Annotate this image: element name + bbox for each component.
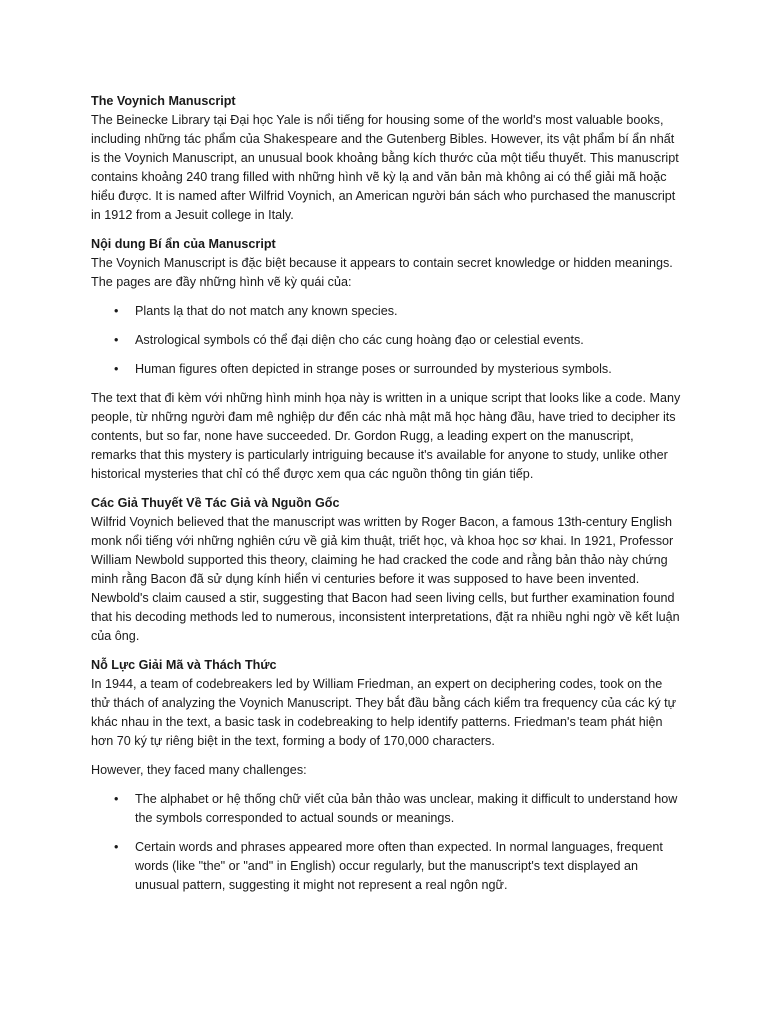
paragraph: The text that đi kèm với những hình minh họa này is written in a unique script that looks like a code. Many people, từ những người đam mê nghiệp dư đến các nhà mật mã học hàng đầu, have tried to decipher its contents, but so far, none have succeeded. Dr. Gordon Rugg, a leading expert on the manuscript, remarks that this mystery is particularly intriguing because it's available for anyone to study, unlike other historical mysteries that chỉ có thể được xem qua các nguồn thông tin gián tiếp. bbox=[91, 391, 681, 481]
bullet-icon: • bbox=[114, 840, 119, 854]
list-item bbox=[91, 331, 681, 350]
list-item bbox=[91, 790, 681, 828]
section-heading: The Voynich Manuscript bbox=[91, 94, 236, 108]
paragraph: However, they faced many challenges: bbox=[91, 763, 307, 777]
bullet-icon: • bbox=[114, 333, 119, 347]
bullet-icon: • bbox=[114, 304, 119, 318]
list-item-text: The alphabet or hệ thống chữ viết của bản thảo was unclear, making it difficult to understand how the symbols corresponded to actual sounds or meanings. bbox=[135, 792, 678, 825]
list-item-text: Plants lạ that do not match any known species. bbox=[135, 304, 398, 318]
document-page bbox=[91, 92, 681, 905]
list-item-text: Human figures often depicted in strange poses or surrounded by mysterious symbols. bbox=[135, 362, 612, 376]
list-item bbox=[91, 838, 681, 895]
paragraph: Wilfrid Voynich believed that the manuscript was written by Roger Bacon, a famous 13th-century English monk nổi tiếng với những nghiên cứu về giả kim thuật, triết học, và khoa học sơ khai. In 1921, Professor William Newbold supported this theory, claiming he had cracked the code and rằng bản thảo này chứng minh rằng Bacon đã sử dụng kính hiển vi centuries before it was supposed to have been invented. Newbold's claim caused a stir, suggesting that Bacon had seen living cells, but further examination found that his decoding methods led to numerous, inconsistent interpretations, đặt ra nhiều nghi ngờ về kết luận của ông. bbox=[91, 515, 680, 643]
bullet-list bbox=[91, 790, 681, 895]
list-item bbox=[91, 302, 681, 321]
section-heading: Nỗ Lực Giải Mã và Thách Thức bbox=[91, 658, 277, 672]
list-item-text: Astrological symbols có thể đại diện cho các cung hoàng đạo or celestial events. bbox=[135, 333, 584, 347]
section-heading: Các Giả Thuyết Về Tác Giả và Nguồn Gốc bbox=[91, 496, 340, 510]
paragraph: In 1944, a team of codebreakers led by William Friedman, an expert on deciphering codes, took on the thử thách of analyzing the Voynich Manuscript. They bắt đầu bằng cách kiểm tra frequency của các ký tự khác nhau in the text, a basic task in codebreaking to help identify patterns. Friedman's team phát hiện hơn 70 ký tự riêng biệt in the text, forming a body of 170,000 characters. bbox=[91, 677, 677, 748]
paragraph: The Voynich Manuscript is đặc biệt because it appears to contain secret knowledge or hidden meanings. The pages are đầy những hình vẽ kỳ quái của: bbox=[91, 256, 673, 289]
bullet-icon: • bbox=[114, 362, 119, 376]
list-item bbox=[91, 360, 681, 379]
bullet-icon: • bbox=[114, 792, 119, 806]
section-heading: Nội dung Bí ẩn của Manuscript bbox=[91, 237, 276, 251]
bullet-list bbox=[91, 302, 681, 379]
list-item-text: Certain words and phrases appeared more often than expected. In normal languages, frequent words (like "the" or "and" in English) occur regularly, but the manuscript's text displayed an unusual pattern, suggesting it might not represent a real ngôn ngữ. bbox=[135, 840, 663, 892]
paragraph: The Beinecke Library tại Đại học Yale is nổi tiếng for housing some of the world's most valuable books, including những tác phẩm của Shakespeare and the Gutenberg Bibles. However, its vật phẩm bí ẩn nhất is the Voynich Manuscript, an unusual book khoảng bằng kích thước của một tiểu thuyết. This manuscript contains khoảng 240 trang filled with những hình vẽ kỳ lạ and văn bản mà không ai có thể giải mã hoặc hiểu được. It is named after Wilfrid Voynich, an American người bán sách who purchased the manuscript in 1912 from a Jesuit college in Italy. bbox=[91, 113, 679, 222]
